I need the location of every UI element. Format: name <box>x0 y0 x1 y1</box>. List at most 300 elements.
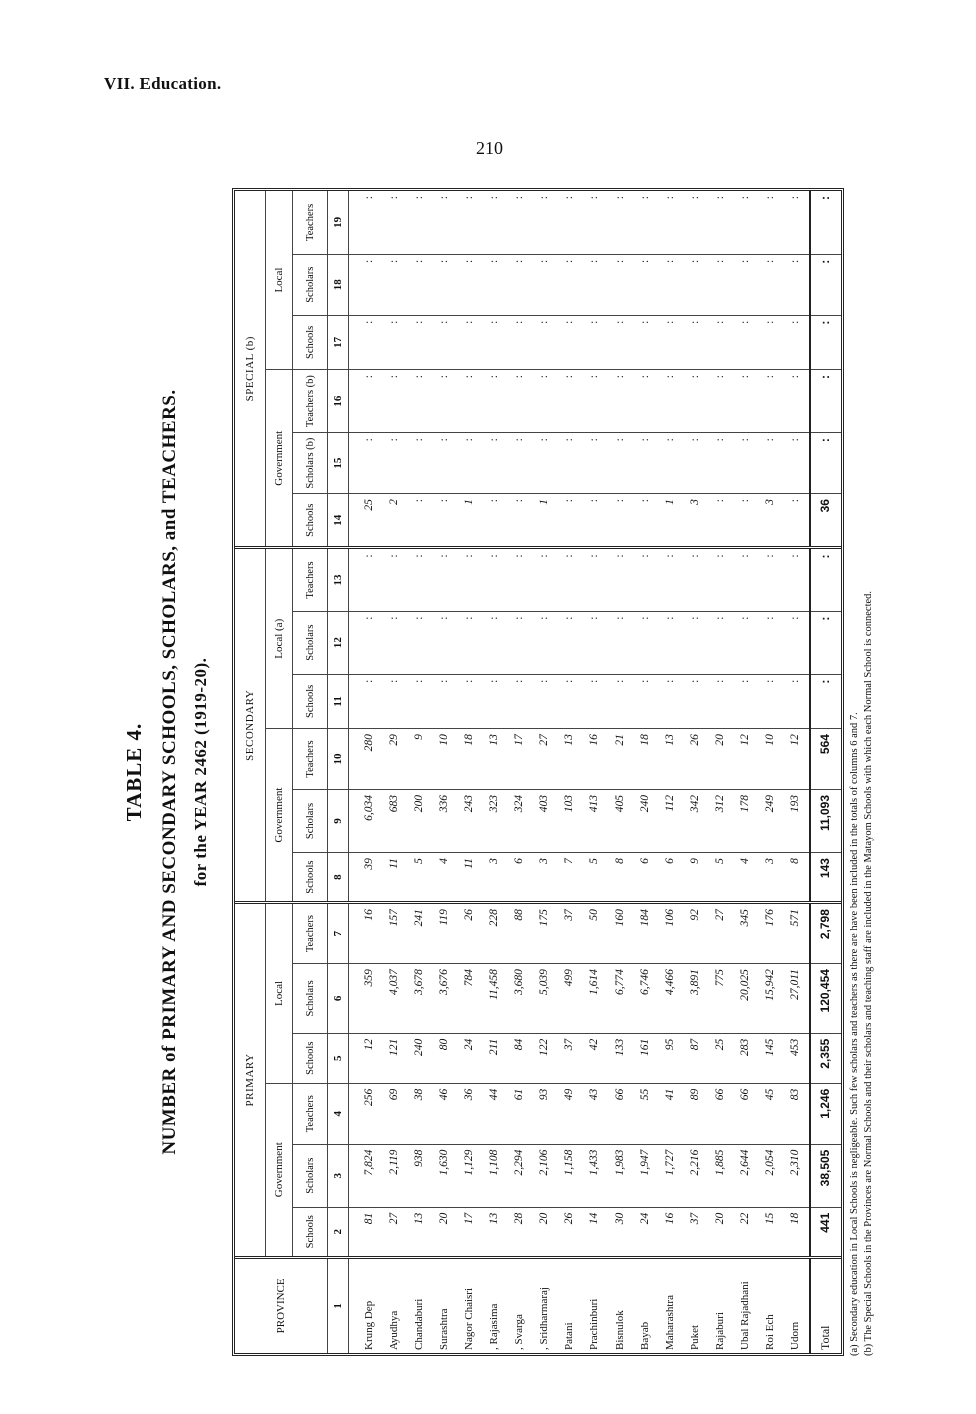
data-cell: 27 <box>533 729 558 790</box>
data-cell: 683 <box>382 789 407 852</box>
data-cell: 15 <box>758 1207 783 1257</box>
empty-cell: : <box>633 191 658 254</box>
data-cell: 5 <box>708 853 733 903</box>
empty-cell: : <box>432 370 457 433</box>
data-cell: 28 <box>507 1207 532 1257</box>
header-scholars: Scholars <box>293 1144 328 1207</box>
empty-cell: : <box>708 548 733 611</box>
data-cell: 18 <box>457 729 482 790</box>
header-scholars-b: Scholars (b) <box>293 433 328 494</box>
data-cell: 11 <box>382 853 407 903</box>
empty-cell: : <box>432 433 457 494</box>
spacer-cell <box>349 611 358 674</box>
table-row <box>382 191 407 1353</box>
data-cell: 345 <box>733 903 758 964</box>
data-cell: 564 <box>810 729 841 790</box>
header-special: SPECIAL (b) <box>235 191 266 548</box>
data-cell: 27,011 <box>783 964 810 1034</box>
empty-cell: : <box>583 494 608 548</box>
data-cell: 37 <box>683 1207 708 1257</box>
data-cell: 5 <box>583 853 608 903</box>
empty-cell: : <box>432 494 457 548</box>
empty-cell: : <box>608 191 633 254</box>
spacer-cell <box>349 729 358 790</box>
table-row <box>683 191 708 1353</box>
footnotes <box>848 188 876 1356</box>
column-number: 2 <box>328 1207 349 1257</box>
column-number: 11 <box>328 674 349 728</box>
empty-cell: : <box>810 674 841 728</box>
header-teachers: Teachers <box>293 729 328 790</box>
data-cell: 283 <box>733 1033 758 1083</box>
empty-cell: : <box>608 370 633 433</box>
data-cell: 80 <box>432 1033 457 1083</box>
page-number: 210 <box>476 138 503 158</box>
province-name: Krung Dep <box>362 1300 375 1350</box>
data-cell: 39 <box>357 853 382 903</box>
empty-cell: : <box>457 611 482 674</box>
empty-cell: : <box>583 433 608 494</box>
column-number: 5 <box>328 1033 349 1083</box>
education-table <box>232 188 844 1356</box>
data-cell: 9 <box>407 729 432 790</box>
empty-cell: : <box>608 611 633 674</box>
empty-cell: : <box>482 315 507 369</box>
data-cell: 69 <box>382 1083 407 1144</box>
empty-cell: : <box>683 548 708 611</box>
empty-cell: : <box>683 254 708 315</box>
rotated-table-page <box>120 182 880 1362</box>
empty-cell: : <box>457 674 482 728</box>
data-cell: 11 <box>457 853 482 903</box>
empty-cell: : <box>683 370 708 433</box>
table-titles <box>120 182 235 1362</box>
data-cell: 4,466 <box>658 964 683 1034</box>
empty-cell: : <box>633 611 658 674</box>
empty-cell: : <box>357 433 382 494</box>
header-schools: Schools <box>293 1033 328 1083</box>
data-cell: 13 <box>558 729 583 790</box>
table-row <box>708 191 733 1353</box>
empty-cell: : <box>608 494 633 548</box>
empty-cell: : <box>507 548 532 611</box>
data-cell: 405 <box>608 789 633 852</box>
empty-cell: : <box>810 611 841 674</box>
data-cell: 775 <box>708 964 733 1034</box>
province-name: Nagor Chaisri <box>463 1287 476 1350</box>
data-cell: 14 <box>583 1207 608 1257</box>
data-cell: 499 <box>558 964 583 1034</box>
data-cell: 87 <box>683 1033 708 1083</box>
data-cell: 228 <box>482 903 507 964</box>
data-cell: 61 <box>507 1083 532 1144</box>
data-cell: 178 <box>733 789 758 852</box>
header-secondary-local: Local (a) <box>266 548 293 729</box>
province-name: Puket <box>688 1324 701 1350</box>
column-number: 1 <box>328 1257 349 1353</box>
header-teachers: Teachers <box>293 548 328 611</box>
empty-cell: : <box>758 433 783 494</box>
empty-cell: : <box>457 191 482 254</box>
column-number: 9 <box>328 789 349 852</box>
data-cell: 157 <box>382 903 407 964</box>
data-cell: 256 <box>357 1083 382 1144</box>
header-schools: Schools <box>293 315 328 369</box>
table-row <box>533 191 558 1353</box>
data-cell: 84 <box>507 1033 532 1083</box>
data-cell: 15,942 <box>758 964 783 1034</box>
empty-cell: : <box>482 674 507 728</box>
empty-cell: : <box>533 548 558 611</box>
province-name: Rajaburi <box>713 1312 726 1350</box>
empty-cell: : <box>432 315 457 369</box>
data-cell: 20,025 <box>733 964 758 1034</box>
data-cell: 3 <box>758 494 783 548</box>
data-cell: 18 <box>633 729 658 790</box>
header-scholars: Scholars <box>293 254 328 315</box>
header-primary-local: Local <box>266 903 293 1084</box>
header-schools: Schools <box>293 494 328 548</box>
data-cell: 83 <box>783 1083 810 1144</box>
empty-cell: : <box>783 548 810 611</box>
data-cell: 6,774 <box>608 964 633 1034</box>
data-cell: 145 <box>758 1033 783 1083</box>
empty-cell: : <box>482 191 507 254</box>
data-cell: 175 <box>533 903 558 964</box>
spacer-cell <box>349 903 358 964</box>
empty-cell: : <box>432 548 457 611</box>
data-cell: 184 <box>633 903 658 964</box>
column-number: 13 <box>328 548 349 611</box>
empty-cell: : <box>558 254 583 315</box>
empty-cell: : <box>683 191 708 254</box>
empty-cell: : <box>382 548 407 611</box>
data-cell: 243 <box>457 789 482 852</box>
empty-cell: : <box>533 674 558 728</box>
empty-cell: : <box>407 611 432 674</box>
spacer-cell <box>349 548 358 611</box>
empty-cell: : <box>533 315 558 369</box>
province-name: , Sridharmaraj <box>538 1287 551 1350</box>
empty-cell: : <box>658 315 683 369</box>
data-cell: 36 <box>457 1083 482 1144</box>
empty-cell: : <box>407 674 432 728</box>
data-cell: 106 <box>658 903 683 964</box>
data-cell: 6 <box>507 853 532 903</box>
data-cell: 66 <box>608 1083 633 1144</box>
province-name: , Svarga <box>513 1314 526 1350</box>
empty-cell: : <box>382 433 407 494</box>
data-cell: 4 <box>733 853 758 903</box>
data-cell: 2,119 <box>382 1144 407 1207</box>
empty-cell: : <box>482 254 507 315</box>
empty-cell: : <box>382 370 407 433</box>
data-cell: 1,947 <box>633 1144 658 1207</box>
column-number: 6 <box>328 964 349 1034</box>
data-cell: 6,034 <box>357 789 382 852</box>
column-number: 19 <box>328 191 349 254</box>
data-cell: 336 <box>432 789 457 852</box>
header-schools: Schools <box>293 1207 328 1257</box>
data-cell: 20 <box>432 1207 457 1257</box>
empty-cell: : <box>633 548 658 611</box>
data-cell: 11,458 <box>482 964 507 1034</box>
header-teachers-b: Teachers (b) <box>293 370 328 433</box>
empty-cell: : <box>457 315 482 369</box>
table-row <box>558 191 583 1353</box>
empty-cell: : <box>783 191 810 254</box>
data-cell: 25 <box>708 1033 733 1083</box>
data-cell: 122 <box>533 1033 558 1083</box>
empty-cell: : <box>633 494 658 548</box>
empty-cell: : <box>658 433 683 494</box>
data-cell: 1 <box>533 494 558 548</box>
empty-cell: : <box>733 611 758 674</box>
data-cell: 193 <box>783 789 810 852</box>
header-primary: PRIMARY <box>235 903 266 1258</box>
header-teachers: Teachers <box>293 191 328 254</box>
table-row <box>758 191 783 1353</box>
data-cell: 16 <box>658 1207 683 1257</box>
header-scholars: Scholars <box>293 964 328 1034</box>
spacer-cell <box>349 1144 358 1207</box>
data-cell: 4,037 <box>382 964 407 1034</box>
province-name: Patani <box>563 1322 576 1350</box>
spacer-cell <box>349 315 358 369</box>
empty-cell: : <box>558 433 583 494</box>
header-scholars: Scholars <box>293 789 328 852</box>
province-name: Roi Ech <box>763 1314 776 1350</box>
data-cell: 6 <box>633 853 658 903</box>
empty-cell: : <box>482 611 507 674</box>
data-cell: 324 <box>507 789 532 852</box>
empty-cell: : <box>758 611 783 674</box>
table-body <box>349 191 842 1353</box>
empty-cell: : <box>733 370 758 433</box>
column-number: 3 <box>328 1144 349 1207</box>
table-row <box>357 191 382 1353</box>
table-number: TABLE 4. <box>122 722 146 822</box>
data-cell: 1,433 <box>583 1144 608 1207</box>
data-cell: 8 <box>608 853 633 903</box>
empty-cell: : <box>608 315 633 369</box>
empty-cell: : <box>583 611 608 674</box>
data-cell: 200 <box>407 789 432 852</box>
empty-cell: : <box>758 548 783 611</box>
header-teachers: Teachers <box>293 903 328 964</box>
empty-cell: : <box>783 254 810 315</box>
table-row <box>733 191 758 1353</box>
empty-cell: : <box>783 370 810 433</box>
empty-cell: : <box>558 548 583 611</box>
data-cell: 403 <box>533 789 558 852</box>
data-cell: 66 <box>708 1083 733 1144</box>
empty-cell: : <box>507 611 532 674</box>
table-row <box>608 191 633 1353</box>
data-cell: 1,246 <box>810 1083 841 1144</box>
data-cell: 119 <box>432 903 457 964</box>
empty-cell: : <box>583 315 608 369</box>
empty-cell: : <box>658 254 683 315</box>
empty-cell: : <box>733 315 758 369</box>
empty-cell: : <box>733 494 758 548</box>
header-secondary: SECONDARY <box>235 548 266 903</box>
empty-cell: : <box>810 191 841 254</box>
empty-cell: : <box>683 315 708 369</box>
empty-cell: : <box>382 191 407 254</box>
data-cell: 3,680 <box>507 964 532 1034</box>
empty-cell: : <box>583 674 608 728</box>
header-teachers: Teachers <box>293 1083 328 1144</box>
empty-cell: : <box>783 315 810 369</box>
table-row <box>583 191 608 1353</box>
column-number: 17 <box>328 315 349 369</box>
data-cell: 25 <box>357 494 382 548</box>
data-cell: 13 <box>407 1207 432 1257</box>
empty-cell: : <box>583 370 608 433</box>
data-cell: 44 <box>482 1083 507 1144</box>
data-cell: 20 <box>708 729 733 790</box>
total-row <box>810 191 841 1353</box>
empty-cell: : <box>558 611 583 674</box>
spacer-cell <box>349 254 358 315</box>
data-cell: 2,106 <box>533 1144 558 1207</box>
empty-cell: : <box>407 433 432 494</box>
empty-cell: : <box>608 254 633 315</box>
empty-cell: : <box>633 254 658 315</box>
empty-cell: : <box>357 370 382 433</box>
data-cell: 11,093 <box>810 789 841 852</box>
empty-cell: : <box>658 370 683 433</box>
data-cell: 240 <box>633 789 658 852</box>
empty-cell: : <box>507 370 532 433</box>
empty-cell: : <box>633 370 658 433</box>
data-cell: 38,505 <box>810 1144 841 1207</box>
empty-cell: : <box>608 548 633 611</box>
header-schools: Schools <box>293 853 328 903</box>
province-name: , Rajasima <box>488 1303 501 1350</box>
province-name: Bayab <box>638 1321 651 1350</box>
empty-cell: : <box>758 315 783 369</box>
data-cell: 17 <box>507 729 532 790</box>
data-cell: 7,824 <box>357 1144 382 1207</box>
table-row <box>783 191 810 1353</box>
header-secondary-government: Government <box>266 729 293 903</box>
empty-cell: : <box>708 370 733 433</box>
data-cell: 12 <box>783 729 810 790</box>
empty-cell: : <box>507 315 532 369</box>
table-row <box>432 191 457 1353</box>
empty-cell: : <box>432 254 457 315</box>
empty-cell: : <box>758 191 783 254</box>
data-cell: 2,294 <box>507 1144 532 1207</box>
empty-cell: : <box>533 433 558 494</box>
data-cell: 24 <box>633 1207 658 1257</box>
column-number: 10 <box>328 729 349 790</box>
empty-cell: : <box>507 191 532 254</box>
data-cell: 143 <box>810 853 841 903</box>
data-cell: 413 <box>583 789 608 852</box>
data-cell: 3,678 <box>407 964 432 1034</box>
empty-cell: : <box>507 494 532 548</box>
empty-cell: : <box>658 674 683 728</box>
data-cell: 41 <box>658 1083 683 1144</box>
empty-cell: : <box>357 191 382 254</box>
data-cell: 27 <box>708 903 733 964</box>
empty-cell: : <box>733 191 758 254</box>
data-cell: 784 <box>457 964 482 1034</box>
table-row <box>507 191 532 1353</box>
province-name: Maharashtra <box>663 1295 676 1350</box>
spacer-row <box>349 191 358 1353</box>
table-row <box>633 191 658 1353</box>
empty-cell: : <box>758 254 783 315</box>
data-cell: 359 <box>357 964 382 1034</box>
data-cell: 312 <box>708 789 733 852</box>
data-cell: 10 <box>758 729 783 790</box>
empty-cell: : <box>482 494 507 548</box>
empty-cell: : <box>633 315 658 369</box>
data-cell: 3,891 <box>683 964 708 1034</box>
empty-cell: : <box>608 433 633 494</box>
empty-cell: : <box>558 315 583 369</box>
data-cell: 2,216 <box>683 1144 708 1207</box>
empty-cell: : <box>583 548 608 611</box>
data-cell: 103 <box>558 789 583 852</box>
empty-cell: : <box>733 548 758 611</box>
data-cell: 20 <box>708 1207 733 1257</box>
empty-cell: : <box>382 611 407 674</box>
data-cell: 938 <box>407 1144 432 1207</box>
data-cell: 1,158 <box>558 1144 583 1207</box>
section-heading: VII. Education. <box>104 74 222 93</box>
spacer-cell <box>349 433 358 494</box>
data-cell: 27 <box>382 1207 407 1257</box>
data-cell: 45 <box>758 1083 783 1144</box>
footnote-a: (a) Secondary education in Local Schools is negligeable. Such few scholars and teachers as there are have been included in the totals of columns 6 and 7. <box>849 712 860 1356</box>
spacer-cell <box>349 1207 358 1257</box>
province-name: Udorn <box>789 1321 802 1350</box>
data-cell: 50 <box>583 903 608 964</box>
data-cell: 161 <box>633 1033 658 1083</box>
data-cell: 42 <box>583 1033 608 1083</box>
empty-cell: : <box>608 674 633 728</box>
empty-cell: : <box>482 548 507 611</box>
empty-cell: : <box>683 611 708 674</box>
data-cell: 46 <box>432 1083 457 1144</box>
data-cell: 1,983 <box>608 1144 633 1207</box>
empty-cell: : <box>783 433 810 494</box>
empty-cell: : <box>382 674 407 728</box>
data-cell: 12 <box>357 1033 382 1083</box>
data-cell: 95 <box>658 1033 683 1083</box>
column-number: 14 <box>328 494 349 548</box>
column-number: 7 <box>328 903 349 964</box>
data-cell: 323 <box>482 789 507 852</box>
column-number: 18 <box>328 254 349 315</box>
data-cell: 37 <box>558 903 583 964</box>
data-cell: 26 <box>558 1207 583 1257</box>
data-cell: 10 <box>432 729 457 790</box>
data-cell: 441 <box>810 1207 841 1257</box>
data-cell: 3 <box>482 853 507 903</box>
data-cell: 30 <box>608 1207 633 1257</box>
spacer-cell <box>349 191 358 254</box>
empty-cell: : <box>432 191 457 254</box>
data-cell: 1,630 <box>432 1144 457 1207</box>
province-name: Prachinburi <box>588 1298 601 1350</box>
data-cell: 112 <box>658 789 683 852</box>
